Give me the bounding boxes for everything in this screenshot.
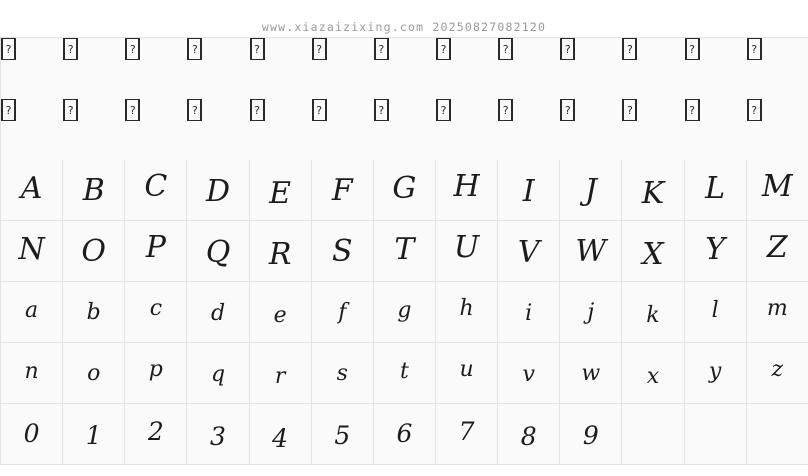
notdef-glyph-icon: ? (499, 99, 512, 121)
glyph-cell (1, 38, 16, 60)
glyph: J (584, 173, 597, 208)
notdef-glyph-icon: ? (2, 99, 15, 121)
glyph-cell (685, 221, 747, 282)
glyph-cell (498, 282, 560, 343)
notdef-glyph-icon: ? (64, 38, 77, 60)
glyph-cell (250, 282, 312, 343)
glyph-cell (436, 404, 498, 465)
notdef-glyph-icon: ? (251, 99, 264, 121)
glyph-cell (312, 99, 327, 121)
glyph: 8 (520, 421, 537, 451)
glyph-cell (312, 282, 374, 343)
glyph-cell (374, 221, 436, 282)
glyph: i (525, 301, 533, 326)
glyph-cell (747, 38, 762, 60)
glyph: o (87, 361, 101, 386)
glyph-cell (374, 343, 436, 404)
glyph-cell (187, 160, 249, 221)
glyph-cell (1, 404, 63, 465)
glyph: v (522, 362, 535, 387)
glyph: a (25, 298, 39, 323)
glyph-cell (187, 221, 249, 282)
glyph-grid (0, 37, 808, 465)
glyph-cell (436, 38, 451, 60)
glyph: 4 (272, 423, 289, 453)
glyph-cell (622, 282, 684, 343)
glyph: M (761, 169, 793, 204)
glyph: d (210, 301, 226, 326)
notdef-glyph-icon: ? (499, 38, 512, 60)
notdef-glyph-icon: ? (561, 99, 574, 121)
glyph-cell-empty (622, 404, 684, 465)
glyph-cell (685, 99, 700, 121)
glyph: 6 (396, 418, 413, 448)
glyph-cell (63, 221, 125, 282)
glyph: I (522, 174, 535, 209)
glyph-cell (560, 38, 575, 60)
glyph: 3 (210, 421, 226, 451)
glyph-cell (312, 221, 374, 282)
glyph: R (268, 237, 292, 272)
glyph-cell (560, 99, 575, 121)
glyph-cell (63, 343, 125, 404)
glyph-cell (374, 99, 389, 121)
glyph-cell (622, 221, 684, 282)
glyph: h (459, 296, 474, 321)
glyph: s (336, 361, 348, 386)
glyph-cell (250, 160, 312, 221)
glyph-cell (1, 282, 63, 343)
glyph: u (459, 357, 474, 382)
glyph-cell (312, 343, 374, 404)
glyph: f (338, 300, 347, 325)
notdef-glyph-icon: ? (686, 38, 699, 60)
glyph: m (766, 296, 788, 321)
glyph-cell (498, 343, 560, 404)
glyph-cell (63, 404, 125, 465)
notdef-glyph-icon: ? (437, 99, 450, 121)
glyph: c (149, 296, 163, 321)
watermark-text: www.xiazaizixing.com 20250827082120 (261, 20, 547, 34)
glyph-cell (312, 38, 327, 60)
glyph-cell (250, 343, 312, 404)
glyph-cell (125, 38, 140, 60)
glyph: x (646, 364, 660, 389)
notdef-glyph-icon: ? (64, 99, 77, 121)
glyph-cell-empty (685, 404, 747, 465)
glyph: H (453, 169, 480, 204)
glyph-cell (436, 221, 498, 282)
notdef-glyph-icon: ? (375, 99, 388, 121)
glyph-cell (498, 99, 513, 121)
glyph-cell (125, 282, 187, 343)
glyph: D (205, 174, 231, 209)
glyph-cell (250, 99, 265, 121)
notdef-glyph-icon: ? (126, 38, 139, 60)
glyph-cell (685, 38, 700, 60)
glyph: l (711, 298, 719, 323)
glyph-cell (125, 160, 187, 221)
glyph-cell (560, 160, 622, 221)
glyph-cell (312, 160, 374, 221)
glyph: b (86, 300, 101, 325)
glyph-cell (436, 282, 498, 343)
notdef-glyph-icon: ? (561, 38, 574, 60)
glyph: X (642, 237, 664, 272)
glyph-cell (187, 404, 249, 465)
glyph-cell (498, 404, 560, 465)
glyph-cell (685, 343, 747, 404)
glyph: T (394, 232, 415, 267)
notdef-glyph-icon: ? (623, 99, 636, 121)
glyph: K (641, 176, 665, 211)
glyph: t (399, 359, 409, 384)
glyph: C (144, 169, 168, 204)
notdef-glyph-icon: ? (686, 99, 699, 121)
glyph-cell (747, 221, 808, 282)
glyph-cell (498, 221, 560, 282)
glyph-cell (374, 160, 436, 221)
glyph-cell (622, 160, 684, 221)
notdef-glyph-icon: ? (748, 38, 761, 60)
notdef-glyph-icon: ? (313, 38, 326, 60)
glyph-cell (125, 404, 187, 465)
glyph: w (581, 361, 601, 386)
glyph-cell (374, 404, 436, 465)
notdef-glyph-icon: ? (313, 99, 326, 121)
notdef-glyph-icon: ? (251, 38, 264, 60)
glyph-cell (747, 282, 808, 343)
glyph-cell (187, 38, 202, 60)
glyph: 9 (582, 420, 599, 450)
glyph-cell-empty (747, 404, 808, 465)
glyph: j (587, 300, 595, 325)
glyph: V (517, 235, 540, 270)
notdef-glyph-icon: ? (437, 38, 450, 60)
glyph: N (18, 232, 45, 267)
glyph-cell (250, 38, 265, 60)
glyph-cell (250, 221, 312, 282)
glyph: E (269, 176, 292, 211)
glyph-cell (1, 160, 63, 221)
glyph-cell (374, 282, 436, 343)
glyph: n (24, 359, 39, 384)
glyph-cell (187, 282, 249, 343)
glyph: Q (205, 235, 231, 270)
glyph-cell (63, 160, 125, 221)
glyph: A (20, 171, 43, 206)
notdef-glyph-icon: ? (126, 99, 139, 121)
glyph-cell (436, 99, 451, 121)
glyph-cell (125, 221, 187, 282)
glyph: Y (705, 232, 726, 267)
glyph-cell (1, 99, 16, 121)
notdef-glyph-icon: ? (188, 99, 201, 121)
glyph: e (273, 303, 287, 328)
glyph-cell (685, 282, 747, 343)
glyph-cell (125, 99, 140, 121)
glyph-cell (498, 38, 513, 60)
glyph: y (708, 359, 722, 384)
glyph-cell (250, 404, 312, 465)
glyph-cell (685, 160, 747, 221)
glyph: 7 (458, 416, 475, 446)
glyph: 0 (23, 418, 40, 448)
glyph: q (210, 362, 226, 387)
glyph-cell (622, 38, 637, 60)
glyph-cell (622, 99, 637, 121)
glyph-cell (436, 343, 498, 404)
glyph-cell (560, 221, 622, 282)
glyph-cell (187, 99, 202, 121)
glyph: p (148, 357, 163, 382)
glyph: z (771, 357, 784, 382)
glyph: B (82, 173, 105, 208)
glyph-cell (312, 404, 374, 465)
glyph-cell (560, 282, 622, 343)
glyph: 1 (85, 420, 102, 450)
glyph-cell (622, 343, 684, 404)
notdef-glyph-icon: ? (623, 38, 636, 60)
glyph: 2 (147, 416, 164, 446)
glyph-cell (747, 160, 808, 221)
glyph: Z (766, 230, 788, 265)
glyph: k (646, 303, 660, 328)
glyph: P (145, 230, 166, 265)
notdef-glyph-icon: ? (375, 38, 388, 60)
glyph: 5 (334, 420, 351, 450)
glyph-cell (374, 38, 389, 60)
glyph: L (705, 171, 726, 206)
glyph: U (453, 230, 480, 265)
glyph-cell (436, 160, 498, 221)
glyph-cell (187, 343, 249, 404)
glyph: S (331, 234, 353, 269)
glyph: G (392, 171, 417, 206)
notdef-glyph-icon: ? (2, 38, 15, 60)
notdef-glyph-icon: ? (188, 38, 201, 60)
glyph-cell (125, 343, 187, 404)
glyph: F (331, 173, 353, 208)
glyph-cell (498, 160, 560, 221)
glyph-cell (1, 343, 63, 404)
glyph: W (575, 234, 607, 269)
glyph-cell (63, 38, 78, 60)
glyph: r (274, 364, 286, 389)
glyph: O (81, 234, 107, 269)
glyph-cell (560, 404, 622, 465)
glyph-cell (63, 282, 125, 343)
glyph-cell (63, 99, 78, 121)
glyph-cell (747, 343, 808, 404)
glyph-cell (560, 343, 622, 404)
glyph: g (397, 298, 412, 323)
glyph-cell (1, 221, 63, 282)
glyph-cell (747, 99, 762, 121)
notdef-glyph-icon: ? (748, 99, 761, 121)
